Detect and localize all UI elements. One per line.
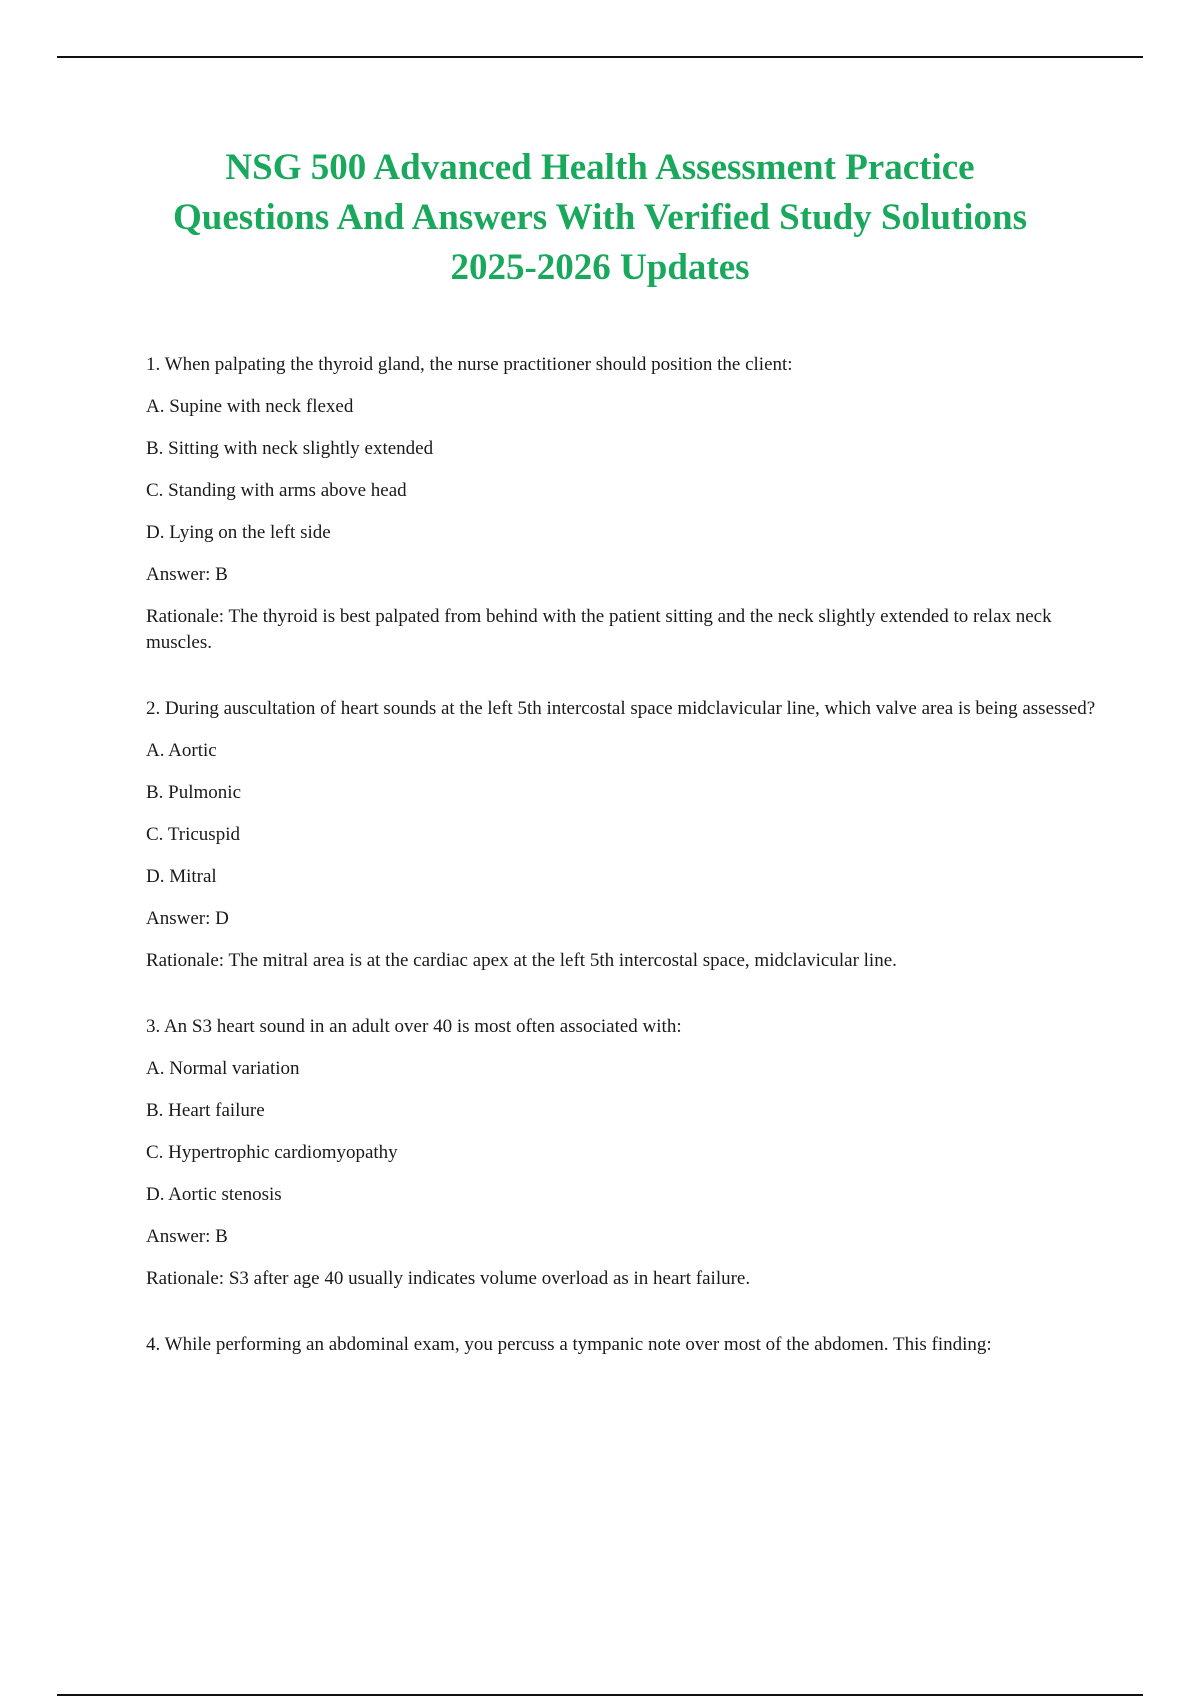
answer-option: C. Tricuspid [146,824,240,845]
answer-option: D. Aortic stenosis [146,1184,282,1205]
question-stem: 3. An S3 heart sound in an adult over 40 is most often associated with: [146,1016,682,1037]
answer-option: C. Standing with arms above head [146,480,407,501]
rationale: Rationale: The mitral area is at the cardiac apex at the left 5th intercostal space, midclavicular line. [146,950,897,971]
question-block [146,696,1096,974]
answer-option: D. Lying on the left side [146,522,331,543]
answer-option: A. Normal variation [146,1058,300,1079]
answer-option: D. Mitral [146,866,217,887]
question-block [146,352,1096,656]
answer-option: B. Pulmonic [146,782,242,803]
question-stem: 4. While performing an abdominal exam, you percuss a tympanic note over most of the abdomen. This finding: [146,1334,992,1355]
answer-option: C. Hypertrophic cardiomyopathy [146,1142,398,1163]
title-line: Questions And Answers With Verified Study Solutions [173,197,1027,238]
correct-answer: Answer: D [146,908,229,929]
question-block [146,1332,1096,1358]
header-rule [57,56,1143,58]
answer-option: A. Supine with neck flexed [146,396,354,417]
answer-option: B. Heart failure [146,1100,265,1121]
question-stem: 2. During auscultation of heart sounds at the left 5th intercostal space midclavicular line, which valve area is being assessed? [146,698,1096,719]
correct-answer: Answer: B [146,564,228,585]
answer-option: A. Aortic [146,740,217,761]
question-stem: 1. When palpating the thyroid gland, the nurse practitioner should position the client: [146,354,793,375]
correct-answer: Answer: B [146,1226,228,1247]
question-block [146,1014,1096,1292]
questions-list [146,352,1096,1358]
rationale: Rationale: S3 after age 40 usually indicates volume overload as in heart failure. [146,1268,751,1289]
rationale: Rationale: The thyroid is best palpated from behind with the patient sitting and the neck slightly extended to relax neck muscles. [146,606,1052,653]
document-title [100,143,1100,293]
title-line: NSG 500 Advanced Health Assessment Practice [225,147,975,188]
answer-option: B. Sitting with neck slightly extended [146,438,434,459]
footer-rule [57,1694,1143,1696]
title-line: 2025-2026 Updates [450,247,750,288]
